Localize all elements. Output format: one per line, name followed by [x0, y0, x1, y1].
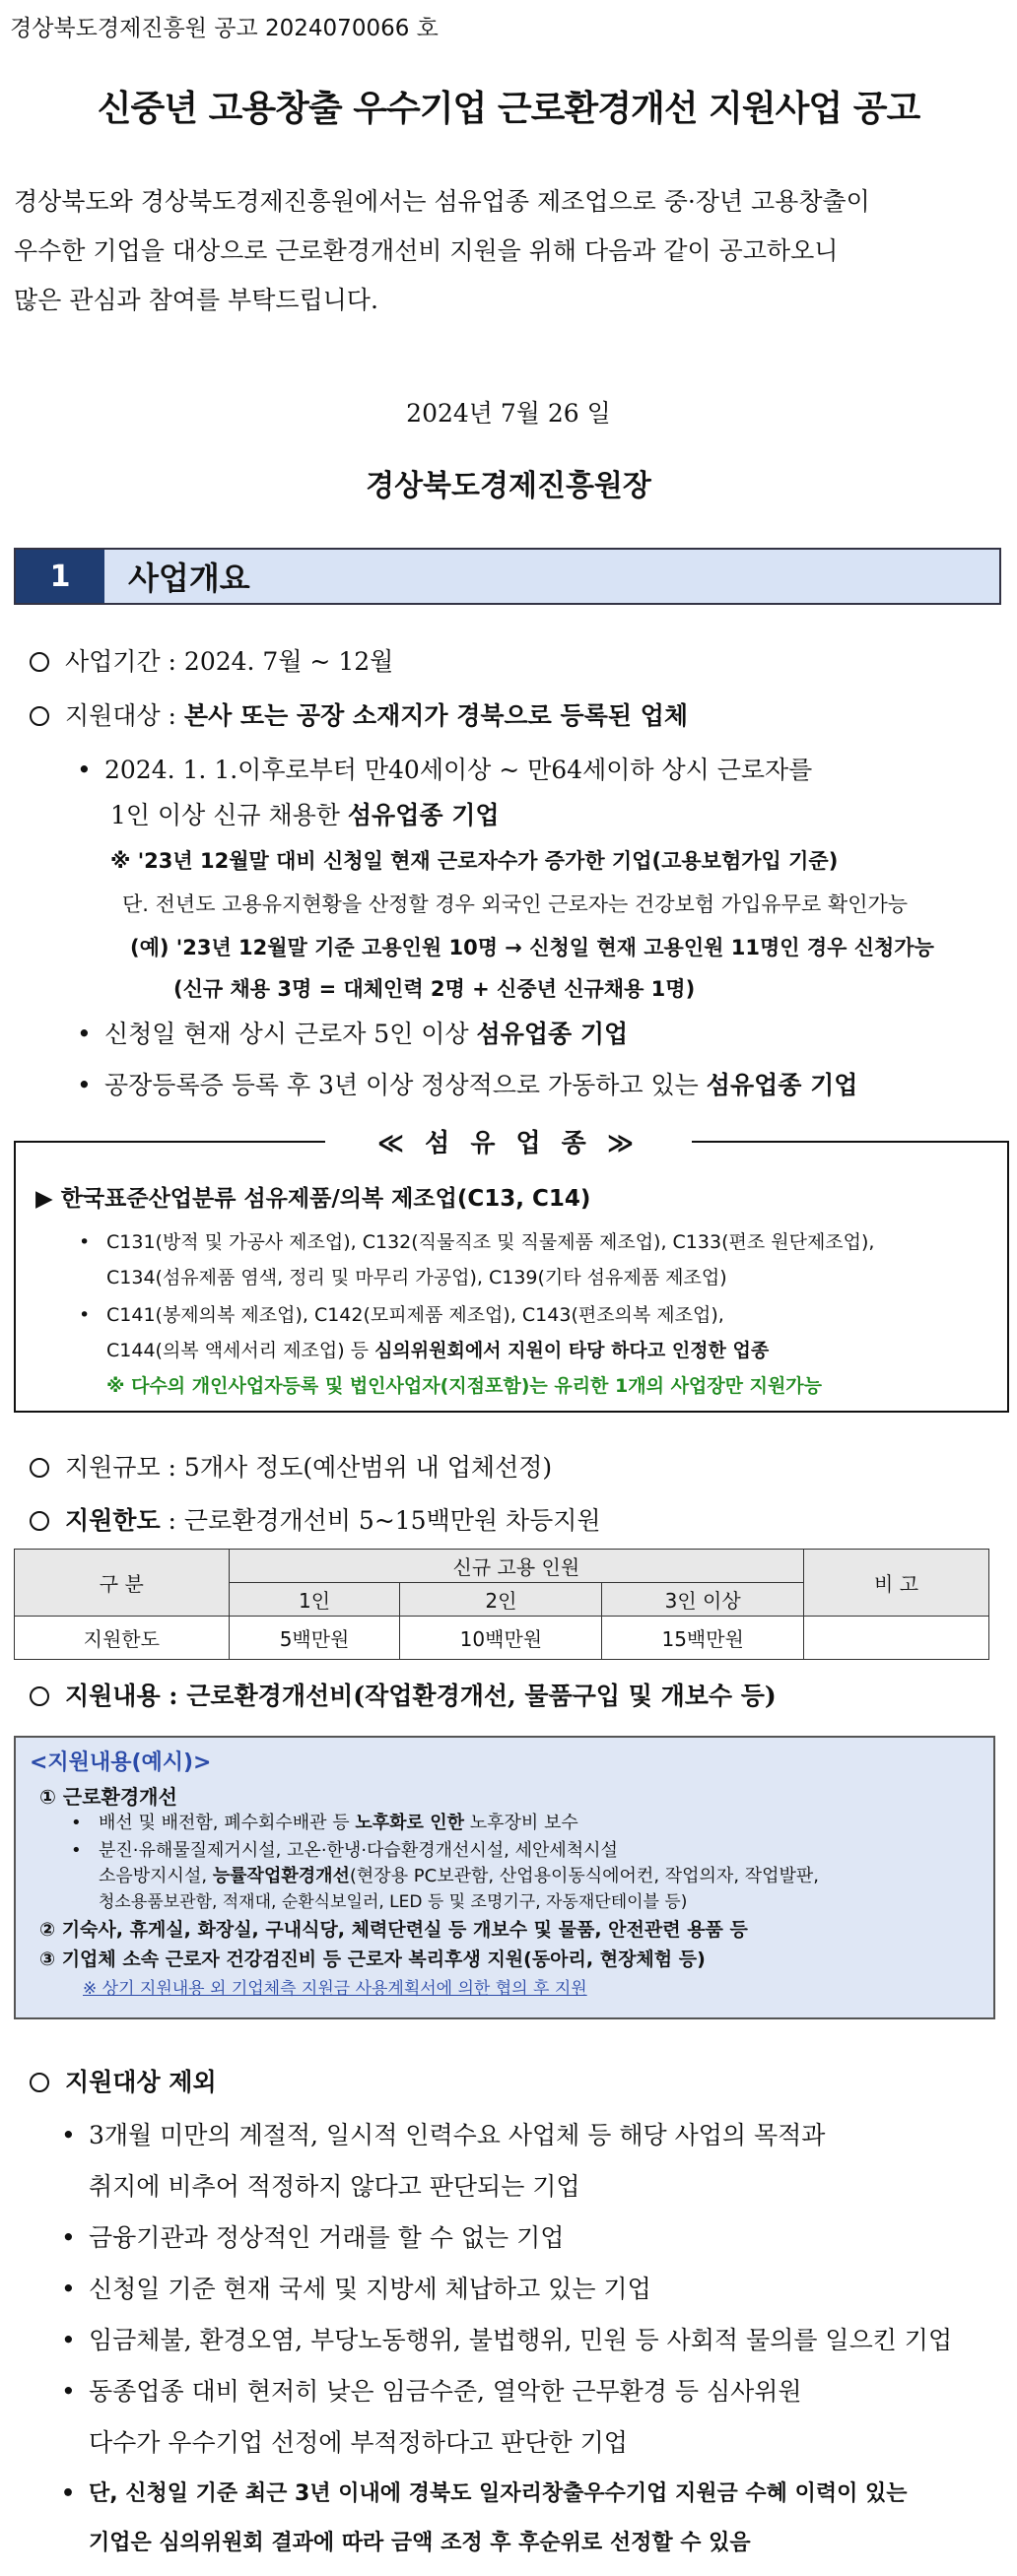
content-row [30, 1677, 777, 1712]
dot-bullet-icon: • [79, 1304, 91, 1326]
example-row [130, 932, 934, 961]
exclusion-item [61, 2270, 651, 2305]
target-item-bold: 섬유업종 기업 [347, 801, 500, 829]
dot-bullet-icon: • [79, 1231, 91, 1253]
dot-bullet-icon: • [77, 1071, 92, 1099]
target-item-bold: 섬유업종 기업 [706, 1071, 858, 1099]
exclusion-text: 3개월 미만의 계절적, 일시적 인력수요 사업체 등 해당 사업의 목적과 [89, 2121, 826, 2149]
content-text: 지원내용 : 근로환경개선비(작업환경개선, 물품구입 및 개보수 등) [65, 1682, 777, 1710]
table-cell: 5백만원 [229, 1617, 400, 1660]
example-row: (신규 채용 3명 = 대체인력 2명 + 신중년 신규채용 1명) [173, 977, 696, 1001]
table-header-sub: 3인 이상 [602, 1583, 804, 1617]
support-item: ① 근로환경개선 [39, 1785, 177, 1809]
fiber-code-bold: 심의위원회에서 지원이 타당 하다고 인정한 업종 [374, 1340, 770, 1361]
exclusion-item [61, 2218, 564, 2254]
table-cell: 10백만원 [400, 1617, 602, 1660]
period-text: 사업기간 : 2024. 7월 ~ 12월 [65, 647, 394, 676]
exclusion-row [30, 2063, 217, 2098]
section-number: 1 [16, 550, 104, 603]
circle-bullet-icon [30, 1458, 49, 1478]
intro-line: 많은 관심과 참여를 부탁드립니다. [14, 286, 378, 314]
exclusion-text: 임금체불, 환경오염, 부당노동행위, 불법행위, 민원 등 사회적 물의를 일으킨 기업 [89, 2326, 953, 2354]
exclusion-item-cont: 다수가 우수기업 선정에 부적정하다고 판단한 기업 [89, 2428, 628, 2457]
period-row [30, 642, 393, 678]
exclusion-text: 동종업종 대비 현저히 낮은 임금수준, 열악한 근무환경 등 심사위원 [89, 2377, 802, 2406]
limit-row [30, 1501, 601, 1537]
circle-bullet-icon [30, 2073, 49, 2092]
fiber-c13-line [79, 1227, 874, 1254]
limit-text: : 근로환경개선비 5~15백만원 차등지원 [160, 1506, 601, 1535]
support-subitem-cont [99, 1862, 819, 1887]
support-subitem-text: 분진·유해물질제거시설, 고온·한냉·다습환경개선시설, 세안세척시설 [99, 1840, 618, 1861]
section-title: 사업개요 [128, 560, 250, 597]
table-header-category: 구 분 [15, 1550, 230, 1617]
target-text: 본사 또는 공장 소재지가 경북으로 등록된 업체 [183, 701, 688, 730]
dot-bullet-icon: • [77, 1020, 92, 1048]
dot-bullet-icon: • [71, 1840, 82, 1861]
fiber-industry-label: ≪ 섬 유 업 종 ≫ [325, 1123, 692, 1162]
table-header-sub: 1인 [229, 1583, 400, 1617]
exclusion-text: 단, 신청일 기준 최근 3년 이내에 경북도 일자리창출우수기업 지원금 수혜 이력이 있는 [89, 2481, 908, 2506]
table-cell: 지원한도 [15, 1617, 230, 1660]
target-item-text: 1인 이상 신규 채용한 [110, 801, 348, 829]
exclusion-item [61, 2321, 952, 2356]
table-cell: 15백만원 [602, 1617, 804, 1660]
support-box-title: <지원내용(예시)> [30, 1750, 212, 1775]
target-item-text: 2024. 1. 1.이후로부터 만40세이상 ~ 만64세이하 상시 근로자를 [104, 756, 813, 784]
table-header-remark: 비 고 [804, 1550, 989, 1617]
page-title: 신중년 고용창출 우수기업 근로환경개선 지원사업 공고 [97, 89, 920, 129]
scale-row [30, 1448, 552, 1484]
support-item: ③ 기업체 소속 근로자 건강검진비 등 근로자 복리후생 지원(동아리, 현장체험 등) [39, 1949, 706, 1970]
exclusion-item [61, 2477, 908, 2507]
exclusion-item [61, 2372, 802, 2408]
fiber-code-text: C131(방적 및 가공사 제조업), C132(직물직조 및 직물제품 제조업), C133(편조 원단제조업), [106, 1231, 875, 1253]
note-row: 단. 전년도 고용유지현황을 산정할 경우 외국인 근로자는 건강보험 가입유무로 확인가능 [122, 892, 909, 916]
notice-date: 2024년 7월 26 일 [406, 399, 611, 428]
notice-number: 경상북도경제진흥원 공고 2024070066 호 [10, 16, 439, 41]
dot-bullet-icon: • [61, 2275, 76, 2303]
scale-text: 지원규모 : 5개사 정도(예산범위 내 업체선정) [65, 1453, 553, 1482]
dot-bullet-icon: • [61, 2377, 76, 2406]
support-note: ※ 상기 지원내용 외 기업체측 지원금 사용계획서에 의한 협의 후 지원 [83, 1979, 587, 1999]
support-subitem-cont: 청소용품보관함, 적재대, 순환식보일러, LED 등 및 조명기구, 자동재단테이블 등) [99, 1892, 688, 1912]
fiber-code-text: C144(의복 액세서리 제조업) 등 [106, 1340, 375, 1361]
support-limit-table [14, 1549, 989, 1660]
support-subitem-text: 노후장비 보수 [463, 1813, 578, 1833]
dot-bullet-icon: • [61, 2223, 76, 2252]
fiber-heading: ▶ 한국표준산업분류 섬유제품/의복 제조업(C13, C14) [35, 1186, 591, 1212]
support-subitem-bold: 능률작업환경개선 [212, 1866, 350, 1886]
fiber-c14-line [79, 1300, 724, 1327]
support-subitem [71, 1809, 578, 1834]
target-item-1 [77, 751, 812, 786]
target-item-bold: 섬유업종 기업 [476, 1020, 629, 1048]
fiber-c14-line [106, 1336, 769, 1362]
fiber-green-note: ※ 다수의 개인사업자등록 및 법인사업자(지점포함)는 유리한 1개의 사업장만 지원가능 [106, 1375, 823, 1397]
support-subitem-text: 소음방지시설, [99, 1866, 213, 1886]
exclusion-text: 신청일 기준 현재 국세 및 지방세 체납하고 있는 기업 [89, 2275, 651, 2303]
limit-label: 지원한도 [65, 1506, 161, 1535]
table-cell [804, 1617, 989, 1660]
dot-bullet-icon: • [77, 756, 92, 784]
exclusion-item [61, 2116, 825, 2151]
dot-bullet-icon: • [61, 2121, 76, 2149]
target-item-text: 신청일 현재 상시 근로자 5인 이상 [104, 1020, 477, 1048]
support-subitem-text: (현장용 PC보관함, 산업용이동식에어컨, 작업의자, 작업발판, [349, 1866, 820, 1886]
target-label: 지원대상 : [65, 701, 184, 730]
example-text: (예) '23년 12월말 기준 고용인원 10명 → 신청일 현재 고용인원 11명인 경우 신청가능 [130, 936, 934, 959]
table-row [15, 1617, 989, 1660]
circle-bullet-icon [30, 652, 49, 672]
intro-line: 경상북도와 경상북도경제진흥원에서는 섬유업종 제조업으로 중·장년 고용창출이 [14, 187, 870, 216]
note-row: ※ '23년 12월말 대비 신청일 현재 근로자수가 증가한 기업(고용보험가입 기준) [110, 849, 839, 873]
fiber-c13-line: C134(섬유제품 염색, 정리 및 마무리 가공업), C139(기타 섬유제품 제조업) [106, 1267, 727, 1288]
target-item-2 [77, 1015, 628, 1050]
support-subitem [71, 1836, 618, 1862]
exclusion-item-cont: 기업은 심의위원회 결과에 따라 금액 조정 후 후순위로 선정할 수 있음 [89, 2531, 751, 2555]
exclusion-label: 지원대상 제외 [65, 2068, 217, 2096]
target-item-3 [77, 1066, 857, 1101]
issuer-name: 경상북도경제진흥원장 [366, 469, 651, 503]
dot-bullet-icon: • [61, 2326, 76, 2354]
exclusion-item-cont: 취지에 비추어 적정하지 않다고 판단되는 기업 [89, 2172, 580, 2201]
target-item-1-cont [110, 796, 500, 831]
support-subitem-text: 배선 및 배전함, 폐수회수배관 등 [99, 1813, 356, 1833]
support-item: ② 기숙사, 휴게실, 화장실, 구내식당, 체력단련실 등 개보수 및 물품, 안전관련 용품 등 [39, 1919, 748, 1941]
section-header [14, 548, 1001, 605]
dot-bullet-icon: • [71, 1813, 82, 1833]
table-header-sub: 2인 [400, 1583, 602, 1617]
target-item-text: 공장등록증 등록 후 3년 이상 정상적으로 가동하고 있는 [104, 1071, 707, 1099]
circle-bullet-icon [30, 706, 49, 726]
intro-paragraph [14, 177, 1009, 325]
table-header-group: 신규 고용 인원 [229, 1550, 804, 1583]
intro-line: 우수한 기업을 대상으로 근로환경개선비 지원을 위해 다음과 같이 공고하오니 [14, 236, 839, 265]
exclusion-text: 금융기관과 정상적인 거래를 할 수 없는 기업 [89, 2223, 565, 2252]
dot-bullet-icon: • [61, 2481, 76, 2506]
circle-bullet-icon [30, 1511, 49, 1531]
fiber-code-text: C141(봉제의복 제조업), C142(모피제품 제조업), C143(편조의복 제조업), [106, 1304, 724, 1326]
circle-bullet-icon [30, 1686, 49, 1706]
support-subitem-bold: 노후화로 인한 [355, 1813, 464, 1833]
target-row [30, 696, 688, 732]
